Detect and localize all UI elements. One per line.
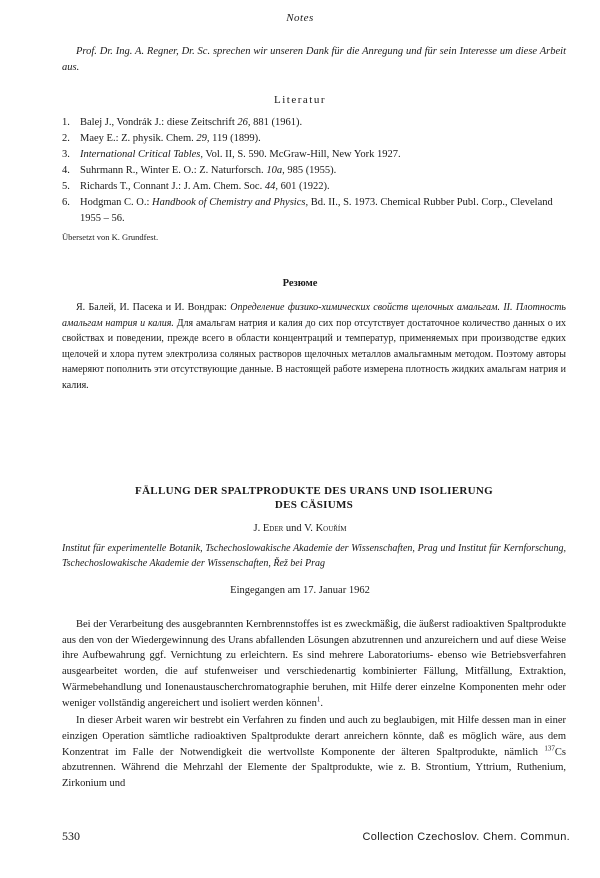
isotope-mass-number: 137 (544, 744, 555, 753)
acknowledgement: Prof. Dr. Ing. A. Regner, Dr. Sc. sprechen wir unseren Dank für die Anregung und für sein Interesse um diese Arbeit aus. (62, 46, 566, 73)
reference-item: 2. Maey E.: Z. physik. Chem. 29, 119 (1899). (62, 133, 261, 144)
body-paragraph: Bei der Verarbeitung des ausgebrannten Kernbrennstoffes ist es zweckmäßig, die äußerst radioaktiven Spaltprodukte aus den von der Wiedergewinnung des Urans abfallenden Lösungen abzutrennen und anzureichern und auf diese Weise ihre Aufbewahrung ggf. Vernichtung zu erleichtern. Es sind mehrere Laboratoriums- ebenso wie Betriebsverfahren ausgearbeitet worden, die auf stufenweiser und verschiedenartig kombinierter Fällung, Mitfällung, Extraktion, Wärmebehandlung und Ionenaustauscherchromatographie beruhen, mit Hilfe derer einzelne Komponenten mehr oder weniger vollständig angereichert und isoliert werden können$^1$. (62, 619, 566, 709)
literature-heading: Literatur (274, 94, 326, 106)
reference-item: 5. Richards T., Connant J.: J. Am. Chem. Soc. 44, 601 (1922). (62, 181, 330, 192)
reference-item: 4. Suhrmann R., Winter E. O.: Z. Naturforsch. 10a, 985 (1955). (62, 165, 337, 176)
resume-title: Определение физико-химических свойств щелочных амальгам. II. Плотность амальгам натрия и калия. (62, 302, 566, 329)
journal-name: Collection Czechoslov. Chem. Commun. (362, 831, 570, 843)
reference-item: 1. Balej J., Vondrák J.: diese Zeitschrift 26, 881 (1961). (62, 117, 303, 128)
resume-heading: Резюме (282, 278, 318, 289)
reference-item: 6. Hodgman C. O.: Handbook of Chemistry and Physics, Bd. II., S. 1973. Chemical Rubber Publ. Corp., Cleveland 1955 – 56. (62, 197, 553, 224)
resume-paragraph (62, 300, 566, 394)
page-number: 530 (62, 829, 80, 843)
institute-affiliation: Institut für experimentelle Botanik, Tschechoslowakische Akademie der Wissenschaften, Prag und Institut für Kernforschung, Tschechoslowakische Akademie der Wissenschaften, Řež bei Prag (62, 543, 566, 569)
received-date: Eingegangen am 17. Januar 1962 (230, 585, 370, 596)
resume-authors: Я. Балей, И. Пасека и И. Вондрак: (76, 302, 231, 313)
article-authors: J. Eder und V. Kouřím (253, 523, 347, 534)
reference-list (62, 115, 566, 227)
translator-note: Übersetzt von K. Grundfest. (62, 232, 159, 242)
resume-text: Для амальгам натрия и калия до сих пор отсутствует достаточное количество данных о их свойствах и поведении, прежде всего в области концентраций и температур, применяемых при производстве едких щелочей и хлора путем электролиза соляных растворов щелочных металлов амальгамным методом. Поэтому авторы намеряют пополнить эти отсутствующие данные. В настоящей работе измерена плотность жидких амальгам натрия и калия. (62, 317, 566, 391)
reference-item: 3. International Critical Tables, Vol. II, S. 590. McGraw-Hill, New York 1927. (62, 149, 401, 160)
article-title: FÄLLUNG DER SPALTPRODUKTE DES URANS UND ISOLIERUNG DES CÄSIUMS (135, 485, 493, 511)
running-head: Notes (286, 12, 314, 24)
body-paragraph: In dieser Arbeit waren wir bestrebt ein Verfahren zu finden und auch zu beglaubigen, mit Hilfe dessen man in einer einzigen Operation sämtliche radioaktiven Spaltprodukte derart anreichern könnte, daß es möglich wäre, aus dem Konzentrat im Falle der Notwendigkeit die wertvollste Komponente der älteren Spaltprodukte, nämlich $^{137}$Cs abzutrennen. Während die Mehrzahl der Elemente der Spaltprodukte, wie z. B. Strontium, Yttrium, Ruthenium, Zirkonium und (62, 715, 566, 790)
article-body (62, 617, 566, 794)
reference-marker: 1 (316, 695, 321, 704)
